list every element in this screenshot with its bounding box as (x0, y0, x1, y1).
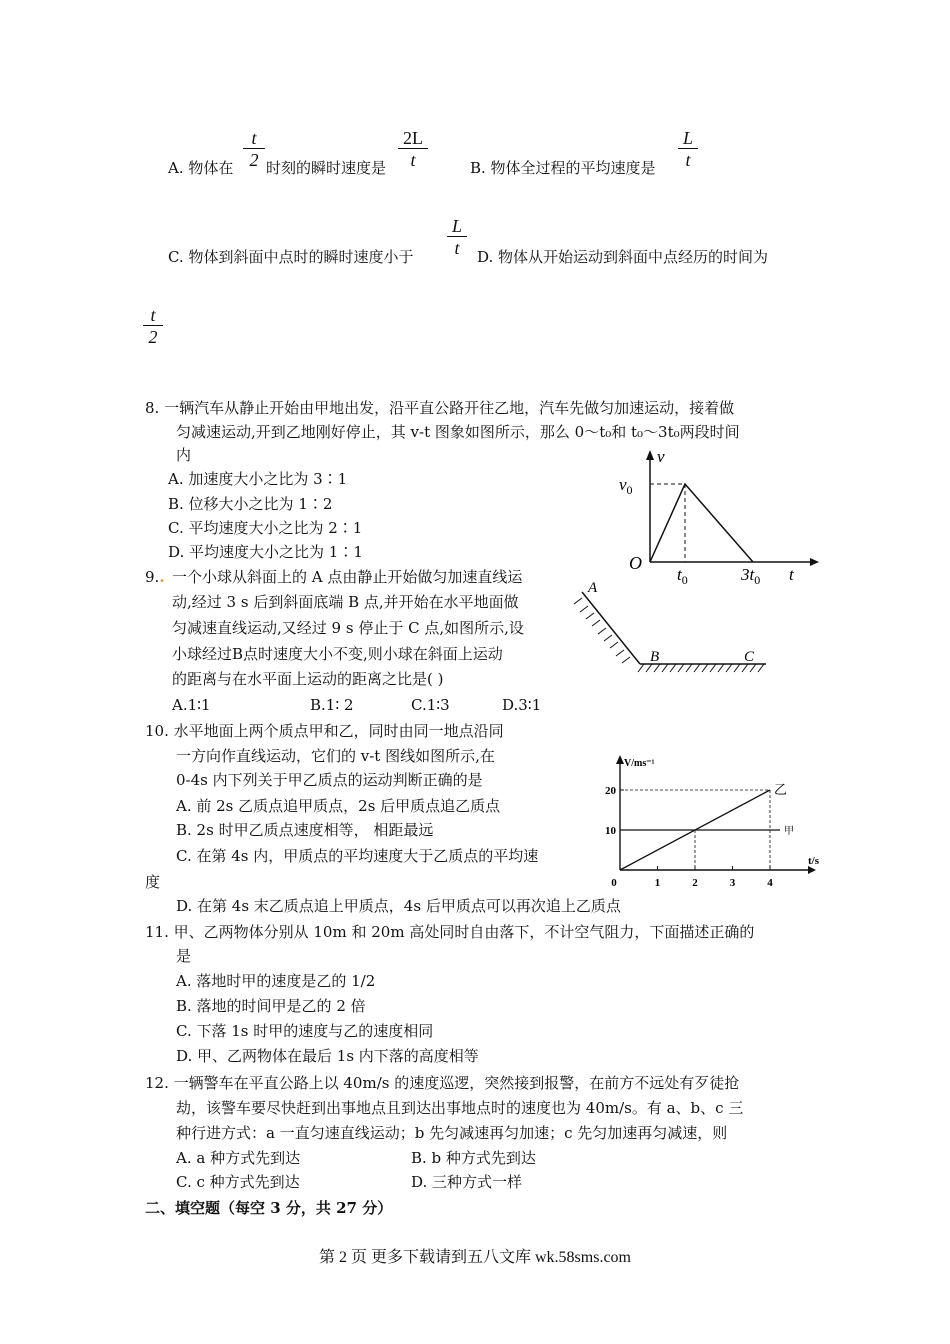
q8-velocity-line (650, 484, 753, 562)
q10-x-tick-label: 1 (654, 877, 661, 886)
q9-point-c-label: C (744, 649, 755, 665)
q8-option-b: B. 位移大小之比为 1∶2 (168, 495, 333, 513)
q8-t-axis-arrow (810, 558, 819, 566)
section-2-heading: 二、填空题（每空 3 分，共 27 分） (145, 1199, 393, 1217)
q12-line-1: 12. 一辆警车在平直公路上以 40m/s 的速度巡逻，突然接到报警，在前方不远处有歹徒抢 (145, 1074, 740, 1092)
q8-t0-label: $t_0$ (677, 565, 688, 586)
q10-line-3: 0-4s 内下列关于甲乙质点的运动判断正确的是 (176, 771, 483, 789)
q8-line-3: 内 (176, 446, 192, 464)
q9-line-5: 的距离与在水平面上运动的距离之比是( ) (172, 670, 444, 688)
q10-y-tick-label: 10 (605, 825, 616, 837)
q7-option-a-fraction-speed: $\frac{2L}{t}$ (398, 128, 428, 171)
q9-incline-hatching (574, 598, 630, 663)
q8-line-2: 匀减速运动,开到乙地刚好停止，其 v-t 图象如图所示，那么 0～t₀和 t₀～3t₀两段时间 (176, 423, 740, 441)
q8-vt-graph (605, 446, 825, 586)
q12-option-c: C. c 种方式先到达 (176, 1173, 300, 1191)
q9-option-c: C.1∶3 (411, 696, 450, 714)
q9-option-b: B.1∶ 2 (310, 696, 354, 714)
q11-option-c: C. 下落 1s 时甲的速度与乙的速度相同 (176, 1022, 434, 1040)
q10-line-2: 一方向作直线运动，它们的 v-t 图线如图所示,在 (176, 747, 495, 765)
q10-x-tick-label: 3 (729, 877, 736, 886)
q9-line-3: 匀减速直线运动,又经过 9 s 停止于 C 点,如图所示,设 (172, 619, 524, 637)
q7-option-a-fraction-time: $\frac{t}{2}$ (243, 128, 265, 171)
q8-line-1: 8. 一辆汽车从静止开始由甲地出发，沿平直公路开往乙地，汽车先做匀加速运动，接着做 (145, 399, 735, 417)
q9-line-4: 小球经过B点时速度大小不变,则小球在斜面上运动 (172, 645, 503, 663)
q10-x-tick-label: 4 (767, 877, 773, 886)
q7-option-b-fraction: $\frac{L}{t}$ (678, 128, 698, 171)
q10-vt-chart (600, 752, 830, 886)
q12-line-2: 劫，该警车要尽快赶到出事地点且到达出事地点时的速度也为 40m/s。有 a、b、c 三 (176, 1099, 744, 1117)
q9-option-d: D.3∶1 (502, 696, 542, 714)
q10-y-axis-label: V/ms⁻¹ (624, 758, 655, 769)
q8-axis-t-label: t (789, 565, 794, 584)
q9-incline-line (582, 592, 640, 664)
q8-option-a: A. 加速度大小之比为 3∶1 (168, 470, 348, 488)
q10-x-axis-label: t/s (808, 855, 819, 867)
q11-option-d: D. 甲、乙两物体在最后 1s 内下落的高度相等 (176, 1047, 479, 1065)
q9-point-b-label: B (650, 649, 660, 665)
q11-option-a: A. 落地时甲的速度是乙的 1/2 (176, 972, 376, 990)
q8-axis-v-label: v (657, 447, 665, 466)
q9-line-1: 一个小球从斜面上的 A 点由静止开始做匀加速直线运 (172, 568, 523, 586)
q10-series-yi-label: 乙 (774, 782, 788, 797)
q7-option-c-text: C. 物体到斜面中点时的瞬时速度小于 (168, 248, 414, 266)
q8-3t0-label: $3t_0$ (741, 565, 761, 586)
q7-option-d-fraction: $\frac{t}{2}$ (143, 305, 163, 348)
q7-option-d-text: D. 物体从开始运动到斜面中点经历的时间为 (477, 248, 769, 266)
q8-option-c: C. 平均速度大小之比为 2∶1 (168, 519, 363, 537)
q10-x-tick-label: 0 (611, 877, 617, 886)
q7-option-b-text: B. 物体全过程的平均速度是 (470, 159, 656, 177)
q7-option-a-prefix: A. 物体在 (168, 159, 234, 177)
q8-v0-label: $v_0$ (619, 475, 633, 497)
q10-option-c-continued: 度 (145, 873, 161, 891)
q11-option-b: B. 落地的时间甲是乙的 2 倍 (176, 997, 366, 1015)
q8-origin-label: O (629, 553, 642, 573)
q7-option-a-mid: 时刻的瞬时速度是 (266, 159, 387, 177)
q10-line-1: 10. 水平地面上两个质点甲和乙，同时由同一地点沿同 (145, 722, 504, 740)
q8-v-axis-arrow (646, 450, 654, 460)
q10-option-b: B. 2s 时甲乙质点速度相等， 相距最远 (176, 821, 434, 839)
page-footer: 第 2 页 更多下载请到五八文库 wk.58sms.com (318, 1249, 631, 1266)
q9-ground-hatching (638, 664, 764, 672)
q9-number: 9.. (145, 568, 165, 586)
q11-line-1: 11. 甲、乙两物体分别从 10m 和 20m 高处同时自由落下，不计空气阻力，下面描述正确的 (145, 923, 755, 941)
q12-option-d: D. 三种方式一样 (411, 1173, 523, 1191)
q12-option-a: A. a 种方式先到达 (176, 1149, 301, 1167)
q10-x-tick-label: 2 (692, 877, 698, 886)
q10-series-jia-label: 甲 (784, 826, 794, 837)
q9-point-a-label: A (588, 580, 598, 596)
q10-y-axis-arrow (616, 755, 624, 764)
q10-option-a: A. 前 2s 乙质点追甲质点，2s 后甲质点追乙质点 (176, 797, 501, 815)
q10-x-axis-arrow (808, 866, 816, 874)
q10-option-c: C. 在第 4s 内，甲质点的平均速度大于乙质点的平均速 (176, 847, 539, 865)
q10-y-tick-label: 20 (605, 785, 616, 797)
q11-line-2: 是 (176, 947, 192, 965)
q10-option-d: D. 在第 4s 末乙质点追上甲质点，4s 后甲质点可以再次追上乙质点 (176, 897, 621, 915)
q9-line-2: 动,经过 3 s 后到斜面底端 B 点,并开始在水平地面做 (172, 593, 519, 611)
q12-option-b: B. b 种方式先到达 (411, 1149, 536, 1167)
q12-line-3: 种行进方式：a 一直匀速直线运动；b 先匀减速再匀加速；c 先匀加速再匀减速，则 (176, 1124, 728, 1142)
q9-option-a: A.1∶1 (172, 696, 211, 714)
q7-option-c-fraction: $\frac{L}{t}$ (447, 216, 467, 259)
q8-option-d: D. 平均速度大小之比为 1∶1 (168, 543, 363, 561)
q9-incline-figure (570, 578, 780, 678)
